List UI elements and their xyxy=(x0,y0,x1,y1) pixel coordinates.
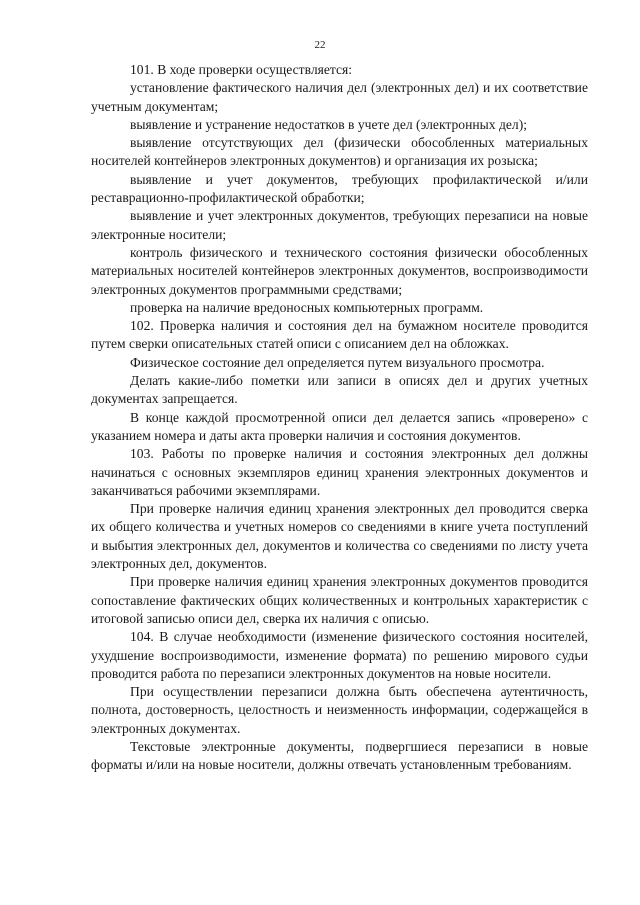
paragraph: При проверке наличия единиц хранения электронных документов проводится сопоставление фактических общих количественных и контрольных характеристик с итоговой записью описи дел, сверка их наличия с описью. xyxy=(91,574,588,626)
page-number: 22 xyxy=(314,39,326,51)
paragraph-104: 104. В случае необходимости (изменение физического состояния носителей, ухудшение воспроизводимости, изменение формата) по решению мирового судьи проводится работа по перезаписи электронных документов на новые носители. xyxy=(91,629,588,681)
paragraph: В конце каждой просмотренной описи дел делается запись «проверено» с указанием номера и даты акта проверки наличия и состояния документов. xyxy=(91,409,588,443)
paragraph-list-item: контроль физического и технического состояния физически обособленных материальных носителей контейнеров электронных документов, воспроизводимости электронных документов программными средствами; xyxy=(91,244,588,297)
paragraph: При осуществлении перезаписи должна быть обеспечена аутентичность, полнота, достоверность, целостность и неизменность информации, содержащейся в электронных документах. xyxy=(91,684,588,736)
paragraph: Физическое состояние дел определяется путем визуального просмотра. xyxy=(130,354,545,370)
paragraph-list-item: выявление и устранение недостатков в учете дел (электронных дел); xyxy=(130,116,528,132)
paragraph-list-item: выявление и учет электронных документов, требующих перезаписи на новые электронные носители; xyxy=(91,208,588,242)
paragraph-102: 102. Проверка наличия и состояния дел на бумажном носителе проводится путем сверки описательных статей описи с описанием дел на обложках. xyxy=(91,318,588,352)
paragraph-list-item: проверка на наличие вредоносных компьютерных программ. xyxy=(130,299,484,315)
paragraph-list-item: выявление отсутствующих дел (физически обособленных материальных носителей контейнеров электронных документов) и организация их розыска; xyxy=(91,135,588,169)
paragraph: Текстовые электронные документы, подвергшиеся перезаписи в новые форматы и/или на новые носители, должны отвечать установленным требованиям. xyxy=(91,738,588,773)
paragraph: Делать какие-либо пометки или записи в описях дел и других учетных документах запрещается. xyxy=(91,373,588,407)
paragraph-101-intro: 101. В ходе проверки осуществляется: xyxy=(130,62,353,77)
document-body xyxy=(91,61,588,775)
paragraph-list-item: установление фактического наличия дел (электронных дел) и их соответствие учетным документам; xyxy=(91,80,588,114)
paragraph: При проверке наличия единиц хранения электронных дел проводится сверка их общего количества и учетных номеров со сведениями в книге учета поступлений и выбытия электронных дел, документов и количества со сведениями по листу учета электронных дел, документов. xyxy=(91,501,588,572)
paragraph-list-item: выявление и учет документов, требующих профилактической и/или реставрационно-профилактической обработки; xyxy=(91,171,588,206)
paragraph-103: 103. Работы по проверке наличия и состояния электронных дел должны начинаться с основных экземпляров единиц хранения электронных документов и заканчиваться рабочими экземплярами. xyxy=(91,446,588,498)
